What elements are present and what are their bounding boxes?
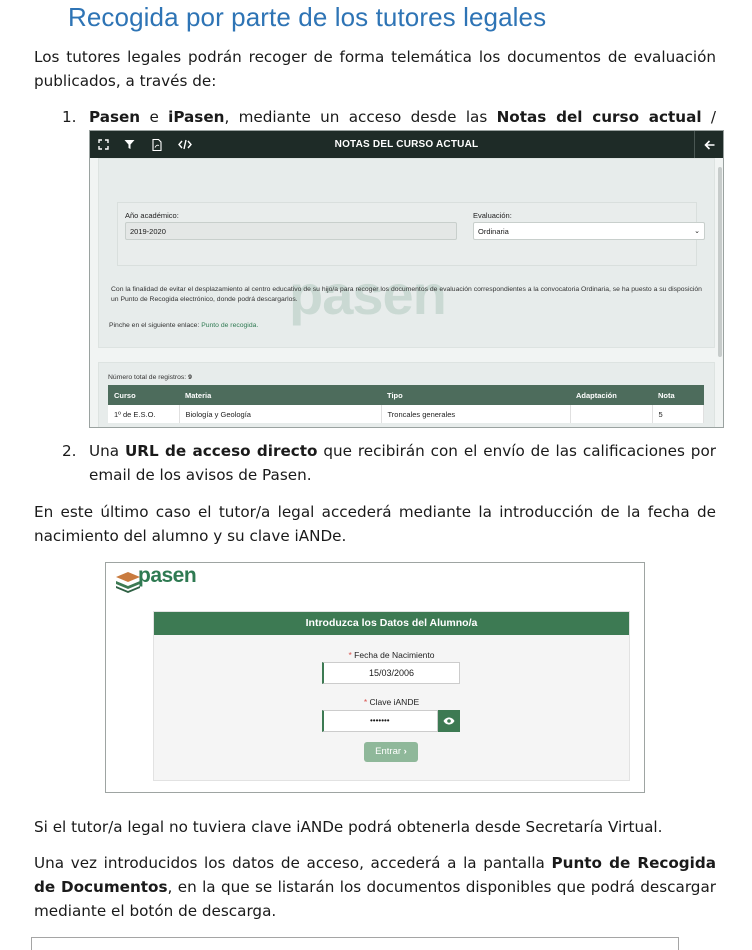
bold-text: Punto de Recogida de Documentos (34, 854, 717, 896)
toolbar-title: NOTAS DEL CURSO ACTUAL (334, 139, 479, 150)
birth-date-input[interactable]: 15/03/2006 (322, 662, 460, 684)
required-mark: * (363, 697, 368, 707)
key-input[interactable]: ••••••• (322, 710, 438, 732)
grades-table (108, 385, 704, 423)
notice-text: Con la finalidad de evitar el desplazamiento al centro educativo de su hijo/a para recoger los documentos de evaluación correspondientes a la convocatoria Ordinaria, se ha puesto a su disposición un Punto de Recogida electrónico, donde podrá descargarlos. (111, 286, 702, 303)
records-label: Número total de registros: (108, 374, 189, 381)
column-header: Materia (179, 385, 381, 405)
required-mark: * (348, 650, 352, 660)
text: , mediante un acceso desde las (224, 108, 497, 126)
form-title: Introduzca los Datos del Alumno/a (154, 612, 629, 635)
bold-text: URL de acceso directo (124, 442, 318, 460)
list-number: 1. (62, 108, 77, 126)
enter-button[interactable] (364, 742, 418, 762)
records-count (108, 373, 192, 383)
birth-label (154, 650, 629, 660)
intro-paragraph: Los tutores legales podrán recoger de forma telemática los documentos de evaluación publicados, a través de: (34, 48, 716, 90)
text: / (701, 108, 717, 126)
scrollbar[interactable] (718, 167, 722, 357)
list-item-url (89, 439, 716, 487)
key-label-text: Clave iANDE (369, 697, 420, 707)
final-paragraph (34, 851, 716, 923)
login-form (153, 611, 630, 781)
bold-text: Notas del curso actual (496, 108, 702, 126)
column-header: Curso (108, 385, 179, 405)
column-header: Tipo (381, 385, 570, 405)
table-row[interactable] (108, 405, 704, 423)
column-header: Adaptación (570, 385, 652, 405)
next-figure-frame (31, 937, 679, 950)
link-prefix: Pinche en el siguiente enlace: (109, 322, 202, 329)
key-label (154, 697, 629, 707)
table-cell: 5 (652, 405, 704, 423)
text: que recibirán con el envío de las calificaciones por email de los avisos de Pasen. (89, 442, 716, 484)
filters-box (117, 202, 700, 266)
text: Una (89, 442, 125, 460)
eval-select-value: Ordinaria (478, 227, 509, 236)
tutor-paragraph: En este último caso el tutor/a legal accederá mediante la introducción de la fecha de nacimiento del alumno y su clave iANDe. (34, 503, 716, 545)
chevron-down-icon: ⌄ (694, 228, 700, 235)
birth-label-text: Fecha de Nacimiento (354, 650, 435, 660)
column-header: Nota (652, 385, 704, 405)
section-heading: Recogida por parte de los tutores legales (68, 2, 547, 32)
filters-panel (98, 158, 715, 348)
table-cell: Biología y Geología (179, 405, 381, 423)
table-header (108, 385, 704, 405)
text: Una vez introducidos los datos de acceso, accederá a la pantalla (34, 854, 552, 872)
back-arrow-icon[interactable] (694, 131, 723, 158)
text: , en la que se listarán los documentos disponibles que podrá descargar mediante el botón de descarga. (34, 878, 716, 920)
notas-screenshot (89, 130, 724, 428)
chevron-right-icon: › (403, 746, 407, 757)
bold-text: iPasen (168, 108, 225, 126)
eval-label: Evaluación: (473, 211, 512, 220)
clave-paragraph: Si el tutor/a legal no tuviera clave iANDe podrá obtenerla desde Secretaría Virtual. (34, 818, 663, 836)
records-value: 9 (188, 374, 192, 381)
toolbar (90, 131, 723, 158)
list-number: 2. (62, 442, 77, 460)
eval-select[interactable] (473, 222, 705, 240)
eye-icon[interactable] (438, 710, 460, 732)
pasen-watermark: pasen (289, 263, 446, 326)
table-cell: 1º de E.S.O. (108, 405, 179, 423)
enter-button-label: Entrar (375, 746, 402, 757)
year-field: 2019-2020 (125, 222, 457, 240)
pasen-logo-text: pasen (138, 564, 197, 587)
link-line (109, 321, 258, 331)
punto-recogida-link[interactable]: Punto de recogida. (201, 322, 259, 329)
year-label: Año académico: (125, 211, 179, 220)
text: e (140, 108, 169, 126)
table-cell (570, 405, 652, 423)
table-cell: Troncales generales (381, 405, 570, 423)
bold-text: Pasen (89, 108, 141, 126)
login-screenshot (105, 562, 645, 793)
